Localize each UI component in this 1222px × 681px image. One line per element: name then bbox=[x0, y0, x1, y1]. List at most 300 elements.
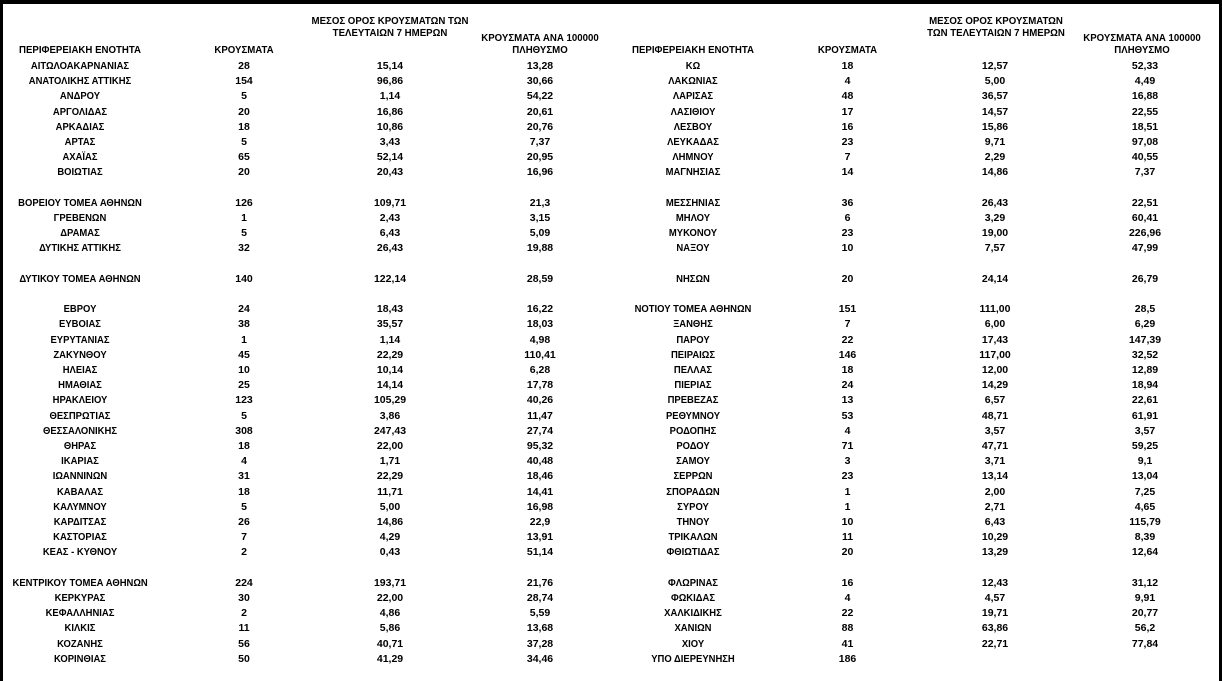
cases-cell: 6 bbox=[844, 212, 851, 224]
table-row bbox=[0, 272, 1222, 287]
table-row bbox=[0, 424, 1222, 439]
cases-cell: 28 bbox=[238, 60, 250, 72]
region-name: ΜΥΚΟΝΟΥ bbox=[668, 227, 718, 240]
region-name: ΤΗΝΟΥ bbox=[676, 516, 710, 528]
per100k-cell: 9,1 bbox=[1137, 455, 1153, 468]
table-row bbox=[0, 652, 1222, 667]
header-region-left: ΠΕΡΙΦΕΡΕΙΑΚΗ ΕΝΟΤΗΤΑ bbox=[18, 44, 142, 56]
avg7-cell: 3,43 bbox=[379, 136, 401, 148]
region-name: ΔΥΤΙΚΗΣ ΑΤΤΙΚΗΣ bbox=[39, 242, 121, 255]
cases-cell: 38 bbox=[238, 318, 250, 331]
region-name: ΠΕΛΛΑΣ bbox=[673, 364, 713, 376]
table-row bbox=[0, 348, 1222, 363]
cases-cell: 1 bbox=[844, 500, 851, 513]
cases-cell: 26 bbox=[238, 516, 250, 528]
region-name: ΝΑΞΟΥ bbox=[676, 242, 710, 255]
per100k-cell: 61,91 bbox=[1131, 409, 1159, 422]
table-row bbox=[0, 196, 1222, 211]
region-name: ΚΕΑΣ - ΚΥΘΝΟΥ bbox=[42, 546, 118, 559]
region-name: ΗΡΑΚΛΕΙΟΥ bbox=[52, 394, 108, 407]
avg7-cell: 48,71 bbox=[981, 409, 1009, 422]
region-name: ΣΥΡΟΥ bbox=[677, 500, 709, 513]
per100k-cell: 16,96 bbox=[526, 166, 554, 179]
per100k-cell: 4,65 bbox=[1134, 500, 1156, 513]
per100k-cell: 6,29 bbox=[1134, 318, 1156, 331]
region-name: ΘΗΡΑΣ bbox=[63, 440, 97, 452]
header-per100k-right: ΚΡΟΥΣΜΑΤΑ ΑΝΑ 100000 ΠΛΗΘΥΣΜΟ bbox=[1083, 32, 1201, 56]
table-row bbox=[0, 59, 1222, 74]
avg7-cell: 14,14 bbox=[376, 379, 404, 392]
per100k-cell: 110,41 bbox=[524, 348, 556, 361]
per100k-cell: 95,32 bbox=[526, 440, 554, 452]
cases-cell: 14 bbox=[841, 166, 854, 179]
avg7-cell: 10,86 bbox=[376, 120, 404, 133]
cases-cell: 36 bbox=[841, 196, 854, 209]
table-row bbox=[0, 135, 1222, 150]
avg7-cell: 14,57 bbox=[981, 105, 1009, 118]
header-per100k-left: ΚΡΟΥΣΜΑΤΑ ΑΝΑ 100000 ΠΛΗΘΥΣΜΟ bbox=[481, 32, 599, 56]
cases-cell: 5 bbox=[241, 227, 247, 240]
table-row bbox=[0, 515, 1222, 530]
table-row bbox=[0, 211, 1222, 226]
avg7-cell: 4,57 bbox=[984, 592, 1006, 604]
region-name: ΣΕΡΡΩΝ bbox=[673, 470, 713, 483]
cases-cell: 30 bbox=[238, 592, 250, 604]
per100k-cell: 60,41 bbox=[1131, 212, 1159, 224]
table-row bbox=[0, 378, 1222, 393]
per100k-cell: 14,41 bbox=[526, 485, 554, 498]
avg7-cell: 22,71 bbox=[981, 637, 1009, 650]
per100k-cell: 22,55 bbox=[1131, 105, 1159, 118]
cases-cell: 24 bbox=[841, 379, 854, 392]
per100k-cell: 40,55 bbox=[1131, 151, 1159, 164]
cases-cell: 24 bbox=[238, 303, 250, 316]
cases-cell: 5 bbox=[241, 409, 247, 422]
cases-cell: 10 bbox=[238, 364, 250, 376]
region-name: ΛΑΣΙΘΙΟΥ bbox=[670, 105, 716, 118]
per100k-cell: 7,37 bbox=[1134, 166, 1156, 179]
cases-cell: 11 bbox=[238, 622, 250, 635]
avg7-cell: 22,29 bbox=[376, 348, 404, 361]
per100k-cell: 8,39 bbox=[1134, 531, 1156, 544]
region-name: ΑΧΑΪΑΣ bbox=[62, 151, 98, 164]
avg7-cell: 3,86 bbox=[379, 409, 401, 422]
cases-cell: 146 bbox=[838, 348, 857, 361]
region-name: ΑΡΤΑΣ bbox=[64, 136, 96, 148]
avg7-cell: 1,14 bbox=[379, 333, 401, 346]
avg7-cell: 3,29 bbox=[984, 212, 1006, 224]
per100k-cell: 40,26 bbox=[526, 394, 554, 407]
region-name: ΑΝΑΤΟΛΙΚΗΣ ΑΤΤΙΚΗΣ bbox=[28, 75, 132, 88]
cases-cell: 1 bbox=[241, 212, 247, 224]
cases-cell: 20 bbox=[238, 166, 250, 179]
table-row bbox=[0, 485, 1222, 500]
cases-cell: 186 bbox=[838, 652, 857, 665]
cases-cell: 23 bbox=[841, 470, 854, 483]
avg7-cell: 36,57 bbox=[981, 90, 1009, 103]
header-avg7-left: ΜΕΣΟΣ ΟΡΟΣ ΚΡΟΥΣΜΑΤΩΝ ΤΩΝ ΤΕΛΕΥΤΑΙΩΝ 7 ΗΜΕΡΩΝ bbox=[311, 15, 469, 39]
per100k-cell: 27,74 bbox=[526, 424, 554, 437]
cases-cell: 18 bbox=[841, 60, 854, 72]
region-name: ΧΑΝΙΩΝ bbox=[674, 622, 712, 635]
region-name: ΧΙΟΥ bbox=[681, 637, 705, 650]
cases-cell: 41 bbox=[841, 637, 854, 650]
region-name: ΥΠΟ ΔΙΕΡΕΥΝΗΣΗ bbox=[651, 652, 735, 665]
avg7-cell: 13,14 bbox=[981, 470, 1009, 483]
table-row bbox=[0, 74, 1222, 89]
region-name: ΣΠΟΡΑΔΩΝ bbox=[666, 485, 720, 498]
avg7-cell: 18,43 bbox=[376, 303, 404, 316]
cases-cell: 22 bbox=[841, 607, 854, 620]
per100k-cell: 52,33 bbox=[1131, 60, 1159, 72]
table-row bbox=[0, 165, 1222, 180]
region-name: ΚΑΡΔΙΤΣΑΣ bbox=[53, 516, 107, 528]
avg7-cell: 5,86 bbox=[379, 622, 401, 635]
per100k-cell: 28,5 bbox=[1134, 303, 1156, 316]
avg7-cell: 19,00 bbox=[981, 227, 1009, 240]
region-name: ΝΗΣΩΝ bbox=[676, 272, 710, 285]
region-name: ΒΟΡΕΙΟΥ ΤΟΜΕΑ ΑΘΗΝΩΝ bbox=[18, 196, 142, 209]
region-name: ΚΟΖΑΝΗΣ bbox=[57, 637, 103, 650]
cases-cell: 4 bbox=[844, 75, 851, 88]
region-name: ΚΙΛΚΙΣ bbox=[64, 622, 96, 635]
table-row bbox=[0, 591, 1222, 606]
region-name: ΑΡΓΟΛΙΔΑΣ bbox=[52, 105, 108, 118]
per100k-cell: 17,78 bbox=[526, 379, 554, 392]
per100k-cell: 147,39 bbox=[1128, 333, 1162, 346]
per100k-cell: 3,15 bbox=[529, 212, 551, 224]
per100k-cell: 16,22 bbox=[526, 303, 554, 316]
per100k-cell bbox=[1070, 652, 1220, 667]
cases-cell: 23 bbox=[841, 136, 854, 148]
table-row bbox=[0, 621, 1222, 636]
avg7-cell: 26,43 bbox=[981, 196, 1009, 209]
cases-cell: 1 bbox=[844, 485, 851, 498]
cases-cell: 224 bbox=[235, 576, 253, 589]
avg7-cell: 13,29 bbox=[981, 546, 1009, 559]
cases-cell: 56 bbox=[238, 637, 250, 650]
avg7-cell: 105,29 bbox=[373, 394, 407, 407]
region-name: ΕΒΡΟΥ bbox=[63, 303, 97, 316]
per100k-cell: 22,61 bbox=[1131, 394, 1159, 407]
table-row bbox=[0, 363, 1222, 378]
per100k-cell: 20,76 bbox=[526, 120, 554, 133]
table-row bbox=[0, 454, 1222, 469]
per100k-cell: 5,09 bbox=[529, 227, 551, 240]
region-name: ΛΕΥΚΑΔΑΣ bbox=[667, 136, 719, 148]
region-name: ΦΘΙΩΤΙΔΑΣ bbox=[666, 546, 720, 559]
table-row bbox=[0, 333, 1222, 348]
cases-cell: 50 bbox=[238, 652, 250, 665]
avg7-cell: 2,71 bbox=[984, 500, 1006, 513]
per100k-cell: 54,22 bbox=[526, 90, 554, 103]
cases-cell: 4 bbox=[844, 424, 851, 437]
table-row bbox=[0, 409, 1222, 424]
region-name: ΚΑΣΤΟΡΙΑΣ bbox=[53, 531, 107, 544]
region-name: ΛΗΜΝΟΥ bbox=[672, 151, 714, 164]
cases-cell: 32 bbox=[238, 242, 250, 255]
avg7-cell: 1,71 bbox=[379, 455, 401, 468]
avg7-cell: 52,14 bbox=[376, 151, 404, 164]
avg7-cell: 3,57 bbox=[984, 424, 1006, 437]
table-row bbox=[0, 637, 1222, 652]
avg7-cell: 26,43 bbox=[376, 242, 404, 255]
region-name: ΠΙΕΡΙΑΣ bbox=[674, 379, 712, 392]
per100k-cell: 21,76 bbox=[526, 576, 554, 589]
region-name: ΚΟΡΙΝΘΙΑΣ bbox=[54, 652, 106, 665]
region-name: ΕΥΒΟΙΑΣ bbox=[59, 318, 101, 331]
avg7-cell: 111,00 bbox=[979, 303, 1011, 316]
region-name: ΙΩΑΝΝΙΝΩΝ bbox=[52, 470, 108, 483]
table-row bbox=[0, 226, 1222, 241]
avg7-cell: 193,71 bbox=[373, 576, 407, 589]
per100k-cell: 34,46 bbox=[526, 652, 554, 665]
avg7-cell: 6,57 bbox=[984, 394, 1006, 407]
avg7-cell: 5,00 bbox=[984, 75, 1006, 88]
per100k-cell: 51,14 bbox=[526, 546, 554, 559]
region-name: ΜΕΣΣΗΝΙΑΣ bbox=[665, 196, 721, 209]
per100k-cell: 31,12 bbox=[1131, 576, 1159, 589]
per100k-cell: 115,79 bbox=[1129, 516, 1161, 528]
header-cases-right: ΚΡΟΥΣΜΑΤΑ bbox=[817, 44, 878, 56]
region-name: ΝΟΤΙΟΥ ΤΟΜΕΑ ΑΘΗΝΩΝ bbox=[634, 303, 752, 316]
cases-cell: 16 bbox=[841, 120, 854, 133]
region-name: ΒΟΙΩΤΙΑΣ bbox=[57, 166, 103, 179]
avg7-cell: 0,43 bbox=[379, 546, 401, 559]
avg7-cell: 12,43 bbox=[981, 576, 1009, 589]
avg7-cell: 40,71 bbox=[376, 637, 404, 650]
per100k-cell: 26,79 bbox=[1131, 272, 1159, 285]
cases-cell: 5 bbox=[241, 136, 247, 148]
region-name: ΕΥΡΥΤΑΝΙΑΣ bbox=[50, 333, 110, 346]
avg7-cell: 10,14 bbox=[376, 364, 404, 376]
table-row bbox=[0, 606, 1222, 621]
cases-cell: 10 bbox=[841, 242, 854, 255]
avg7-cell: 4,29 bbox=[379, 531, 401, 544]
per100k-cell: 37,28 bbox=[526, 637, 554, 650]
region-name: ΞΑΝΘΗΣ bbox=[673, 318, 713, 331]
table-row bbox=[0, 545, 1222, 560]
region-name: ΧΑΛΚΙΔΙΚΗΣ bbox=[664, 607, 722, 620]
per100k-cell: 7,37 bbox=[529, 136, 551, 148]
per100k-cell: 18,03 bbox=[526, 318, 554, 331]
cases-cell: 308 bbox=[235, 424, 253, 437]
region-name: ΚΑΛΥΜΝΟΥ bbox=[53, 500, 107, 513]
cases-cell: 18 bbox=[238, 485, 250, 498]
cases-cell: 154 bbox=[235, 75, 253, 88]
table-row bbox=[0, 302, 1222, 317]
table-row bbox=[0, 393, 1222, 408]
per100k-cell: 22,51 bbox=[1131, 196, 1159, 209]
region-name: ΗΜΑΘΙΑΣ bbox=[58, 379, 102, 392]
avg7-cell: 14,86 bbox=[981, 166, 1009, 179]
table-row bbox=[0, 439, 1222, 454]
cases-cell: 20 bbox=[841, 546, 854, 559]
region-name: ΙΚΑΡΙΑΣ bbox=[61, 455, 99, 468]
per100k-cell: 226,96 bbox=[1128, 227, 1162, 240]
per100k-cell: 5,59 bbox=[529, 607, 551, 620]
region-name: ΑΡΚΑΔΙΑΣ bbox=[55, 120, 105, 133]
cases-cell: 13 bbox=[841, 394, 854, 407]
region-name: ΜΗΛΟΥ bbox=[675, 212, 711, 224]
per100k-cell: 9,91 bbox=[1134, 592, 1156, 604]
avg7-cell: 12,00 bbox=[981, 364, 1009, 376]
avg7-cell: 47,71 bbox=[981, 440, 1009, 452]
region-name: ΚΕΝΤΡΙΚΟΥ ΤΟΜΕΑ ΑΘΗΝΩΝ bbox=[12, 576, 148, 589]
per100k-cell: 97,08 bbox=[1131, 136, 1159, 148]
table-row bbox=[0, 241, 1222, 256]
region-name: ΘΕΣΣΑΛΟΝΙΚΗΣ bbox=[43, 424, 117, 437]
avg7-cell: 117,00 bbox=[979, 348, 1011, 361]
avg7-cell: 11,71 bbox=[377, 485, 403, 498]
per100k-cell: 7,25 bbox=[1134, 485, 1156, 498]
avg7-cell: 22,00 bbox=[376, 592, 404, 604]
cases-cell: 48 bbox=[841, 90, 854, 103]
cases-cell: 3 bbox=[844, 455, 851, 468]
per100k-cell: 40,48 bbox=[526, 455, 554, 468]
per100k-cell: 20,61 bbox=[526, 105, 554, 118]
per100k-cell: 16,98 bbox=[526, 500, 554, 513]
table-row bbox=[0, 317, 1222, 332]
avg7-cell: 63,86 bbox=[981, 622, 1009, 635]
avg7-cell: 3,71 bbox=[984, 455, 1006, 468]
region-name: ΚΑΒΑΛΑΣ bbox=[56, 485, 104, 498]
per100k-cell: 12,89 bbox=[1131, 364, 1159, 376]
avg7-cell: 6,00 bbox=[984, 318, 1006, 331]
avg7-cell: 1,14 bbox=[379, 90, 401, 103]
avg7-cell: 2,29 bbox=[984, 151, 1006, 164]
avg7-cell: 15,86 bbox=[981, 120, 1009, 133]
per100k-cell: 4,98 bbox=[529, 333, 551, 346]
avg7-cell: 6,43 bbox=[379, 227, 401, 240]
cases-cell: 23 bbox=[841, 227, 854, 240]
per100k-cell: 13,04 bbox=[1131, 470, 1159, 483]
avg7-cell: 12,57 bbox=[981, 60, 1009, 72]
cases-cell: 4 bbox=[241, 455, 247, 468]
per100k-cell: 18,94 bbox=[1131, 379, 1159, 392]
region-name: ΔΥΤΙΚΟΥ ΤΟΜΕΑ ΑΘΗΝΩΝ bbox=[19, 272, 141, 285]
cases-cell: 123 bbox=[235, 394, 253, 407]
cases-cell: 20 bbox=[238, 105, 250, 118]
table-row bbox=[0, 500, 1222, 515]
header-cases-left: ΚΡΟΥΣΜΑΤΑ bbox=[214, 44, 274, 56]
region-name: ΑΝΔΡΟΥ bbox=[59, 90, 101, 103]
per100k-cell: 28,74 bbox=[526, 592, 554, 604]
avg7-cell: 14,86 bbox=[376, 516, 404, 528]
per100k-cell: 16,88 bbox=[1131, 90, 1159, 103]
cases-cell: 18 bbox=[238, 440, 250, 452]
region-name: ΠΑΡΟΥ bbox=[676, 333, 710, 346]
cases-cell: 88 bbox=[841, 622, 854, 635]
per100k-cell: 13,91 bbox=[526, 531, 554, 544]
cases-cell: 2 bbox=[241, 607, 247, 620]
cases-cell: 7 bbox=[844, 318, 851, 331]
cases-cell: 140 bbox=[235, 272, 253, 285]
cases-cell: 4 bbox=[844, 592, 851, 604]
per100k-cell: 19,88 bbox=[526, 242, 554, 255]
region-name: ΜΑΓΝΗΣΙΑΣ bbox=[665, 166, 721, 179]
cases-cell: 1 bbox=[241, 333, 247, 346]
table-row bbox=[0, 120, 1222, 135]
avg7-cell: 2,43 bbox=[379, 212, 401, 224]
cases-cell: 11 bbox=[841, 531, 854, 544]
cases-cell: 22 bbox=[841, 333, 854, 346]
region-name: ΠΕΙΡΑΙΩΣ bbox=[670, 348, 716, 361]
per100k-cell: 21,3 bbox=[529, 196, 551, 209]
avg7-cell: 6,43 bbox=[984, 516, 1006, 528]
per100k-cell: 13,28 bbox=[526, 60, 554, 72]
region-name: ΘΕΣΠΡΩΤΙΑΣ bbox=[49, 409, 111, 422]
avg7-cell: 15,14 bbox=[376, 60, 404, 72]
per100k-cell: 30,66 bbox=[526, 75, 554, 88]
region-name: ΔΡΑΜΑΣ bbox=[60, 227, 100, 240]
avg7-cell: 16,86 bbox=[376, 105, 404, 118]
avg7-cell: 22,29 bbox=[376, 470, 404, 483]
avg7-cell: 7,57 bbox=[984, 242, 1006, 255]
region-name: ΡΟΔΟΠΗΣ bbox=[669, 424, 717, 437]
avg7-cell: 17,43 bbox=[981, 333, 1009, 346]
avg7-cell: 96,86 bbox=[376, 75, 404, 88]
header-avg7-right: ΜΕΣΟΣ ΟΡΟΣ ΚΡΟΥΣΜΑΤΩΝ ΤΩΝ ΤΕΛΕΥΤΑΙΩΝ 7 ΗΜΕΡΩΝ bbox=[927, 15, 1065, 39]
avg7-cell: 35,57 bbox=[376, 318, 404, 331]
cases-cell: 16 bbox=[841, 576, 854, 589]
per100k-cell: 32,52 bbox=[1131, 348, 1159, 361]
cases-cell: 126 bbox=[235, 196, 253, 209]
region-name: ΠΡΕΒΕΖΑΣ bbox=[667, 394, 719, 407]
region-name: ΖΑΚΥΝΘΟΥ bbox=[53, 348, 107, 361]
region-name: ΦΛΩΡΙΝΑΣ bbox=[668, 576, 718, 589]
avg7-cell: 9,71 bbox=[984, 136, 1006, 148]
table-top-border bbox=[0, 0, 1222, 4]
cases-cell: 18 bbox=[238, 120, 250, 133]
cases-cell: 5 bbox=[241, 90, 247, 103]
avg7-cell: 20,43 bbox=[376, 166, 404, 179]
cases-cell: 65 bbox=[238, 151, 250, 164]
per100k-cell: 20,77 bbox=[1131, 607, 1159, 620]
per100k-cell: 13,68 bbox=[526, 622, 554, 635]
cases-cell: 5 bbox=[241, 500, 247, 513]
cases-cell: 17 bbox=[841, 105, 854, 118]
header-region-right: ΠΕΡΙΦΕΡΕΙΑΚΗ ΕΝΟΤΗΤΑ bbox=[631, 44, 755, 56]
region-name: ΡΕΘΥΜΝΟΥ bbox=[665, 409, 721, 422]
cases-cell: 10 bbox=[841, 516, 854, 528]
avg7-cell: 109,71 bbox=[373, 196, 407, 209]
cases-cell: 25 bbox=[238, 379, 250, 392]
table-row bbox=[0, 89, 1222, 104]
cases-cell: 7 bbox=[241, 531, 247, 544]
table-row bbox=[0, 469, 1222, 484]
avg7-cell: 2,00 bbox=[984, 485, 1006, 498]
region-name: ΣΑΜΟΥ bbox=[676, 455, 710, 468]
avg7-cell: 19,71 bbox=[981, 607, 1009, 620]
region-name: ΡΟΔΟΥ bbox=[676, 440, 710, 452]
cases-cell: 31 bbox=[238, 470, 250, 483]
avg7-cell: 24,14 bbox=[981, 272, 1009, 285]
per100k-cell: 18,51 bbox=[1131, 120, 1159, 133]
per100k-cell: 20,95 bbox=[526, 151, 554, 164]
per100k-cell: 18,46 bbox=[526, 470, 554, 483]
per100k-cell: 22,9 bbox=[529, 516, 551, 528]
cases-cell: 45 bbox=[238, 348, 250, 361]
region-name: ΚΩ bbox=[685, 60, 701, 72]
cases-cell: 20 bbox=[841, 272, 854, 285]
avg7-cell: 122,14 bbox=[373, 272, 407, 285]
avg7-cell: 5,00 bbox=[379, 500, 401, 513]
region-name: ΗΛΕΙΑΣ bbox=[62, 364, 98, 376]
region-name: ΓΡΕΒΕΝΩΝ bbox=[53, 212, 107, 224]
cases-cell: 71 bbox=[841, 440, 854, 452]
table-row bbox=[0, 105, 1222, 120]
